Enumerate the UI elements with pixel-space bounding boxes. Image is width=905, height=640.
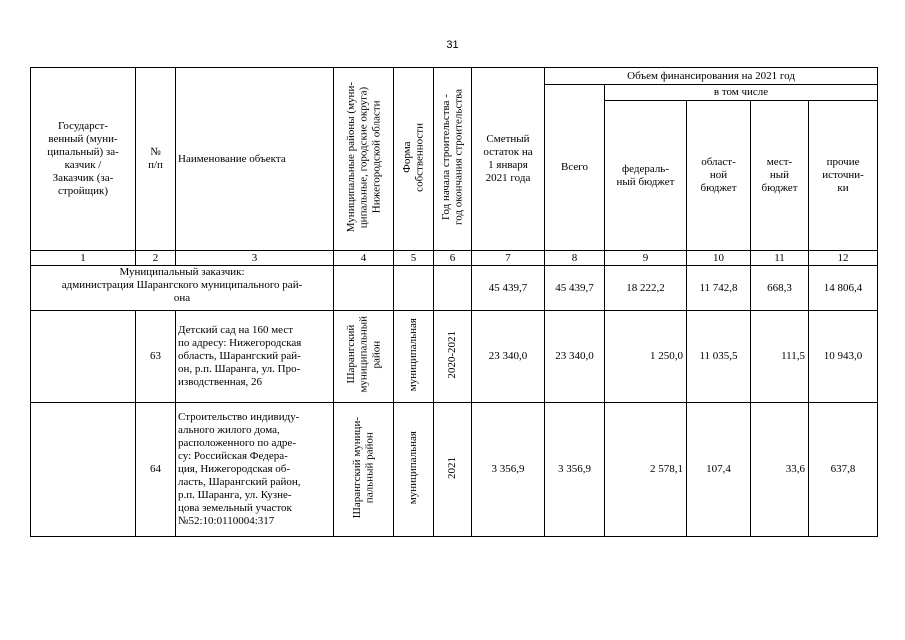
financing-table — [30, 67, 878, 537]
row-regional: 11 035,5 — [687, 311, 751, 403]
row-regional: 107,4 — [687, 403, 751, 537]
col-number: 9 — [605, 251, 687, 266]
table-row — [31, 311, 878, 403]
summary-empty — [434, 266, 472, 311]
header-districts: Муниципальные районы (муни- ципальные, городские округа) Нижегородской области — [334, 68, 394, 251]
row-years: 2021 — [434, 403, 472, 537]
row-ownership: муниципальная — [394, 403, 434, 537]
header-years: Год начала строительства - год окончания строительства — [434, 68, 472, 251]
row-other: 637,8 — [809, 403, 878, 537]
header-object-name: Наименование объекта — [176, 68, 334, 251]
col-number: 4 — [334, 251, 394, 266]
header-financing: Объем финансирования на 2021 год — [545, 68, 878, 85]
col-number: 12 — [809, 251, 878, 266]
row-ownership: муниципальная — [394, 311, 434, 403]
row-estimate: 3 356,9 — [472, 403, 545, 537]
summary-total: 45 439,7 — [545, 266, 605, 311]
summary-federal: 18 222,2 — [605, 266, 687, 311]
col-number: 10 — [687, 251, 751, 266]
row-years: 2020-2021 — [434, 311, 472, 403]
col-number: 6 — [434, 251, 472, 266]
header-other: прочие источни- ки — [809, 101, 878, 251]
summary-row — [31, 266, 878, 311]
col-number: 5 — [394, 251, 434, 266]
row-num: 63 — [136, 311, 176, 403]
header-total: Всего — [545, 85, 605, 251]
row-federal: 1 250,0 — [605, 311, 687, 403]
table-row — [31, 403, 878, 537]
row-federal: 2 578,1 — [605, 403, 687, 537]
header-local: мест- ный бюджет — [751, 101, 809, 251]
summary-other: 14 806,4 — [809, 266, 878, 311]
column-numbers-row — [31, 251, 878, 266]
header-regional: област- ной бюджет — [687, 101, 751, 251]
row-estimate: 23 340,0 — [472, 311, 545, 403]
row-district: Шарангский муници- пальный район — [334, 403, 394, 537]
header-customer: Государст- венный (муни- ципальный) за- казчик / Заказчик (за- стройщик) — [31, 68, 136, 251]
col-number: 7 — [472, 251, 545, 266]
summary-empty — [394, 266, 434, 311]
header-num: № п/п — [136, 68, 176, 251]
row-district: Шарангский муниципальный район — [334, 311, 394, 403]
row-object-name: Детский сад на 160 мест по адресу: Нижегородская область, Шарангский рай- он, р.п. Шаранга, ул. Про- изводственная, 26 — [176, 311, 334, 403]
col-number: 8 — [545, 251, 605, 266]
row-local: 111,5 — [751, 311, 809, 403]
header-ownership: Форма собственности — [394, 68, 434, 251]
summary-label: Муниципальный заказчик: администрация Шарангского муниципального рай- она — [31, 266, 334, 311]
row-total: 3 356,9 — [545, 403, 605, 537]
col-number: 2 — [136, 251, 176, 266]
col-number: 3 — [176, 251, 334, 266]
page-number: 31 — [446, 39, 459, 51]
summary-regional: 11 742,8 — [687, 266, 751, 311]
col-number: 11 — [751, 251, 809, 266]
header-estimate: Сметный остаток на 1 января 2021 года — [472, 68, 545, 251]
header-federal: федераль- ный бюджет — [605, 101, 687, 251]
summary-empty — [334, 266, 394, 311]
row-local: 33,6 — [751, 403, 809, 537]
row-total: 23 340,0 — [545, 311, 605, 403]
header-including: в том числе — [605, 85, 878, 101]
row-customer — [31, 403, 136, 537]
row-object-name: Строительство индивиду- ального жилого дома, расположенного по адре- су: Российская Федера- ция, Нижегородская об- ласть, Шарангский район, р.п. Шаранга, ул. Кузне- цова земельный участок №52:10:0110004:317 — [176, 403, 334, 537]
summary-local: 668,3 — [751, 266, 809, 311]
row-num: 64 — [136, 403, 176, 537]
summary-estimate: 45 439,7 — [472, 266, 545, 311]
row-other: 10 943,0 — [809, 311, 878, 403]
row-customer — [31, 311, 136, 403]
col-number: 1 — [31, 251, 136, 266]
